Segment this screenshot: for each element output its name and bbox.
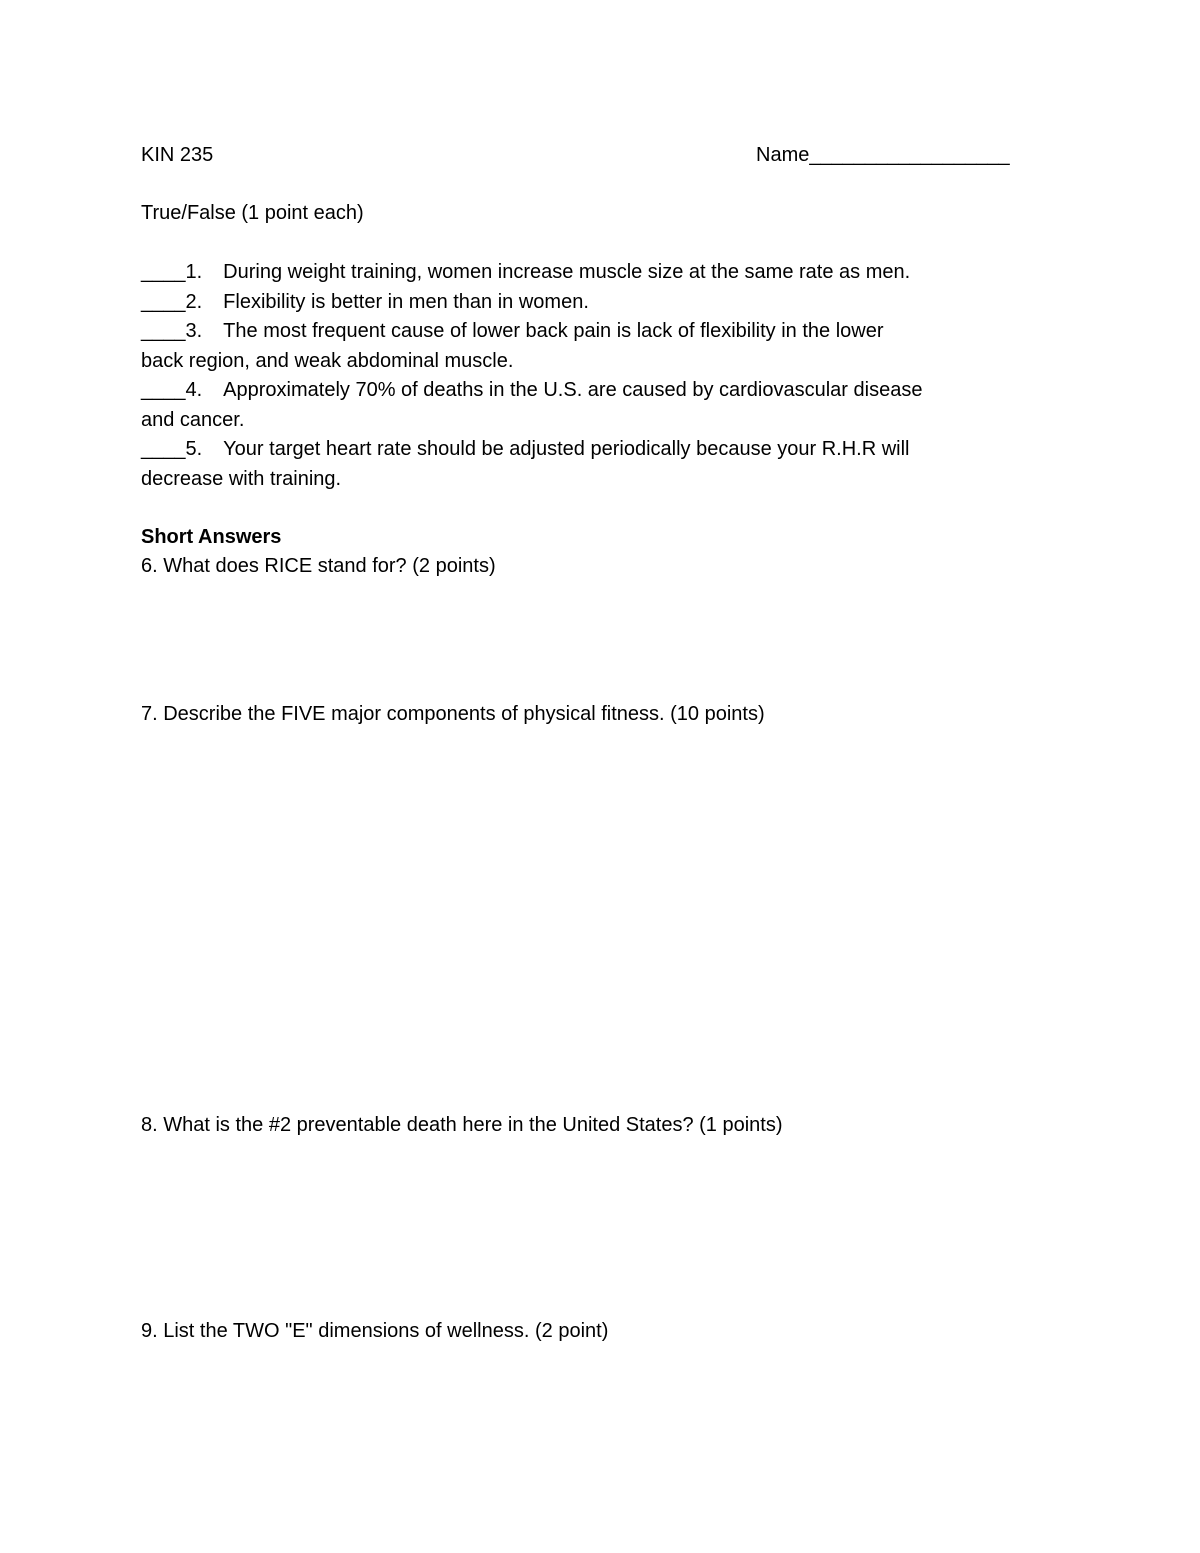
- tf-item-2: [141, 288, 589, 318]
- course-title: KIN 235: [141, 144, 214, 166]
- tf-item-4-prefix: ____4.: [141, 379, 203, 401]
- tf-item-5-continuation: decrease with training.: [141, 468, 342, 490]
- tf-item-3-continuation: back region, and weak abdominal muscle.: [141, 350, 514, 372]
- question-7: 7. Describe the FIVE major components of physical fitness. (10 points): [141, 703, 765, 725]
- short-answers-heading: Short Answers: [141, 526, 282, 548]
- true-false-heading: True/False (1 point each): [141, 202, 364, 224]
- tf-item-3-text: The most frequent cause of lower back pain is lack of flexibility in the lower: [223, 320, 884, 342]
- tf-item-3-prefix: ____3.: [141, 320, 203, 342]
- question-6: 6. What does RICE stand for? (2 points): [141, 555, 496, 577]
- tf-item-5-text: Your target heart rate should be adjusted periodically because your R.H.R will: [223, 438, 910, 460]
- tf-item-4-continuation: and cancer.: [141, 409, 245, 431]
- tf-item-1-text: During weight training, women increase muscle size at the same rate as men.: [223, 261, 911, 283]
- name-field-label: Name__________________: [756, 144, 1010, 166]
- tf-item-4: [141, 376, 922, 406]
- tf-item-1-prefix: ____1.: [141, 261, 203, 283]
- tf-item-5-prefix: ____5.: [141, 438, 203, 460]
- tf-item-4-text: Approximately 70% of deaths in the U.S. are caused by cardiovascular disease: [223, 379, 923, 401]
- tf-item-5: [141, 435, 909, 465]
- tf-item-2-text: Flexibility is better in men than in women.: [223, 291, 589, 313]
- tf-item-1: [141, 258, 910, 288]
- question-8: 8. What is the #2 preventable death here in the United States? (1 points): [141, 1114, 783, 1136]
- tf-item-3: [141, 317, 883, 347]
- question-9: 9. List the TWO "E" dimensions of wellness. (2 point): [141, 1320, 609, 1342]
- tf-item-2-prefix: ____2.: [141, 291, 203, 313]
